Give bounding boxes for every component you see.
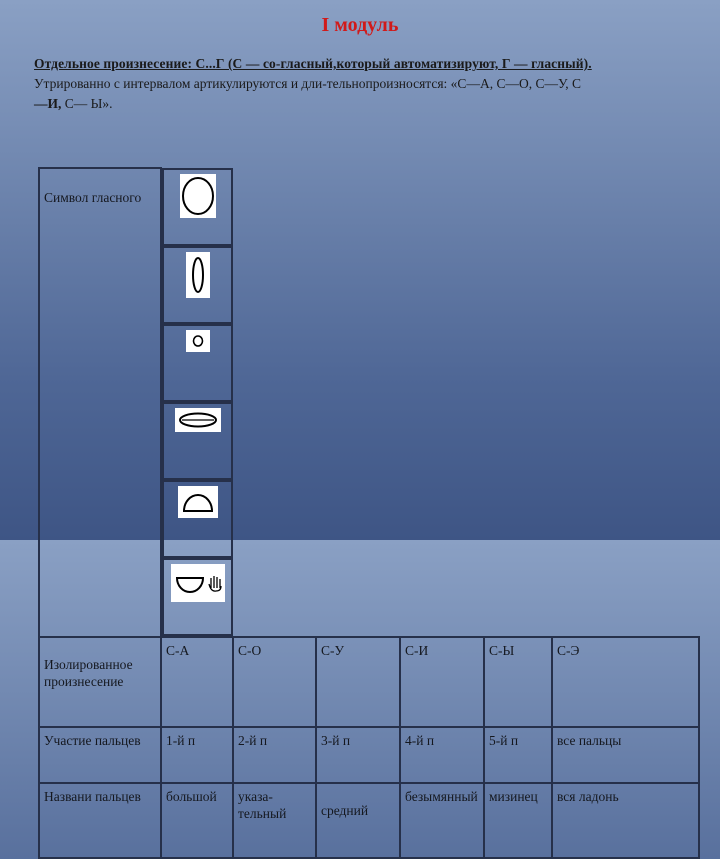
intro-line-2: Утрированно с интервалом артикулируются и дли-тельнопроизносятся: «С—А, С—О, С—У, С xyxy=(34,76,582,91)
pronunciation-cell: С-И xyxy=(400,637,484,727)
page-title: I модуль xyxy=(321,14,399,36)
row-label-pronunciation: Изолированное произнесение xyxy=(39,637,161,727)
pronunciation-cell: С-У xyxy=(316,637,400,727)
symbol-cell xyxy=(162,324,233,402)
finger-name-cell: указа-тельный xyxy=(233,783,316,858)
pronunciation-cell: С-Э xyxy=(552,637,699,727)
row-label-finger-names: Названи пальцев xyxy=(39,783,161,858)
intro-line-3-bold: —И, xyxy=(34,96,62,111)
pronunciation-cell: С-А xyxy=(161,637,233,727)
table-row-finger-names xyxy=(39,783,699,858)
finger-cell: 3-й п xyxy=(316,727,400,783)
pronunciation-cell: С-Ы xyxy=(484,637,552,727)
table-row-pronunciation xyxy=(39,637,699,727)
finger-cell: 2-й п xyxy=(233,727,316,783)
symbol-cell xyxy=(162,168,233,246)
finger-cell: 1-й п xyxy=(161,727,233,783)
table-row-fingers xyxy=(39,727,699,783)
finger-name-cell: мизинец xyxy=(484,783,552,858)
table-row-symbols xyxy=(39,168,699,637)
tall-oval-icon xyxy=(186,252,210,298)
row-label-fingers: Участие пальцев xyxy=(39,727,161,783)
finger-name-cell: вся ладонь xyxy=(552,783,699,858)
intro-text xyxy=(34,54,694,114)
row-label-symbol: Символ гласного xyxy=(39,168,161,637)
symbol-cell xyxy=(162,480,233,558)
half-circle-icon xyxy=(178,486,218,518)
intro-line-3 xyxy=(34,94,694,114)
vowel-table xyxy=(38,167,700,859)
intro-line-1: Отдельное произнесение: С...Г (С — со-гласный,который автоматизируют, Г — гласный). xyxy=(34,56,592,71)
small-circle-icon xyxy=(186,330,210,352)
half-circle-hand-icon xyxy=(171,564,225,602)
finger-cell: 4-й п xyxy=(400,727,484,783)
finger-name-cell: безымянный xyxy=(400,783,484,858)
finger-cell: 5-й п xyxy=(484,727,552,783)
flat-oval-icon xyxy=(175,408,221,432)
pronunciation-cell: С-О xyxy=(233,637,316,727)
symbol-cell xyxy=(162,558,233,636)
finger-name-cell: большой xyxy=(161,783,233,858)
finger-cell: все пальцы xyxy=(552,727,699,783)
intro-line-3-rest: С— Ы». xyxy=(61,96,113,111)
symbol-cell xyxy=(162,402,233,480)
circle-icon xyxy=(180,174,216,218)
finger-name-cell: средний xyxy=(316,783,400,858)
symbol-cell xyxy=(162,246,233,324)
